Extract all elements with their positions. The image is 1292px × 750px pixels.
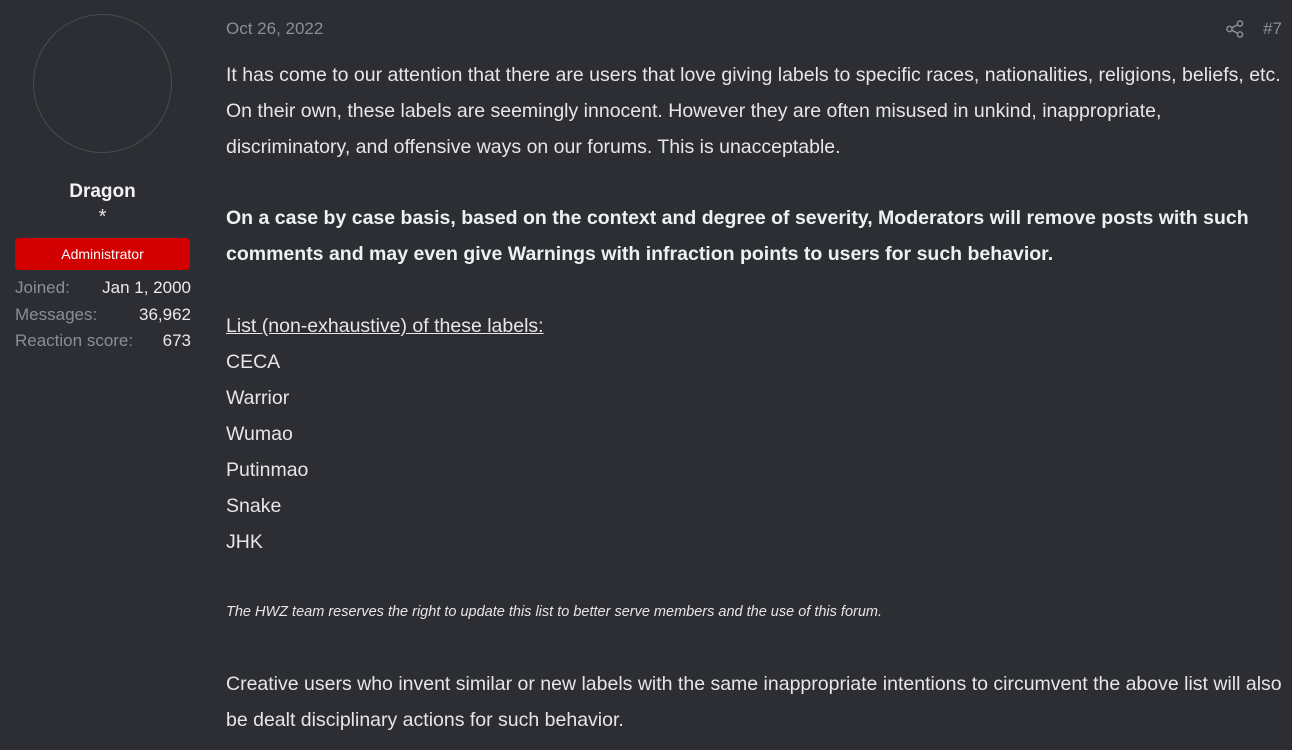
post-number-link[interactable]: #7	[1263, 19, 1282, 38]
post-body	[226, 57, 1286, 738]
post-paragraph: It has come to our attention that there are users that love giving labels to specific races, nationalities, religions, beliefs, etc. On their own, these labels are seemingly innocent. However they are often misused in unkind, inappropriate, discriminatory, and offensive ways on our forums. This is unacceptable.	[226, 64, 1281, 158]
stat-reaction-score	[15, 329, 191, 356]
list-item: Wumao	[226, 423, 293, 445]
avatar[interactable]	[33, 14, 172, 153]
user-stats	[15, 276, 191, 356]
user-title: *	[98, 206, 107, 228]
bold-paragraph: On a case by case basis, based on the context and degree of severity, Moderators will remove posts with such comments and may even give Warnings with infraction points to users for such behavior.	[226, 207, 1249, 265]
list-item: Putinmao	[226, 459, 309, 481]
list-heading: List (non-exhaustive) of these labels:	[226, 315, 544, 337]
label-list	[226, 344, 1286, 560]
list-item: CECA	[226, 351, 281, 373]
stat-joined	[15, 276, 191, 303]
stat-label: Reaction score:	[15, 331, 134, 350]
username[interactable]: Dragon	[69, 181, 136, 202]
italic-note: The HWZ team reserves the right to update this list to better serve members and the use of this forum.	[226, 604, 883, 620]
stat-value: 673	[162, 331, 191, 350]
stat-value: Jan 1, 2000	[102, 278, 191, 297]
post-actions	[1225, 19, 1282, 39]
stat-label: Messages:	[15, 304, 98, 324]
user-sidebar	[0, 0, 205, 750]
stat-value[interactable]: 36,962	[139, 304, 191, 324]
post-date[interactable]: Oct 26, 2022	[226, 19, 324, 38]
stat-label: Joined:	[15, 278, 70, 297]
list-item: JHK	[226, 531, 263, 553]
list-item: Warrior	[226, 387, 290, 409]
stat-messages	[15, 303, 191, 330]
list-item: Snake	[226, 495, 282, 517]
message-content	[226, 0, 1286, 750]
share-icon[interactable]	[1225, 19, 1245, 39]
post-paragraph-last: Creative users who invent similar or new labels with the same inappropriate intentions to circumvent the above list will also be dealt disciplinary actions for such behavior.	[226, 673, 1282, 731]
role-banner: Administrator	[15, 238, 190, 270]
